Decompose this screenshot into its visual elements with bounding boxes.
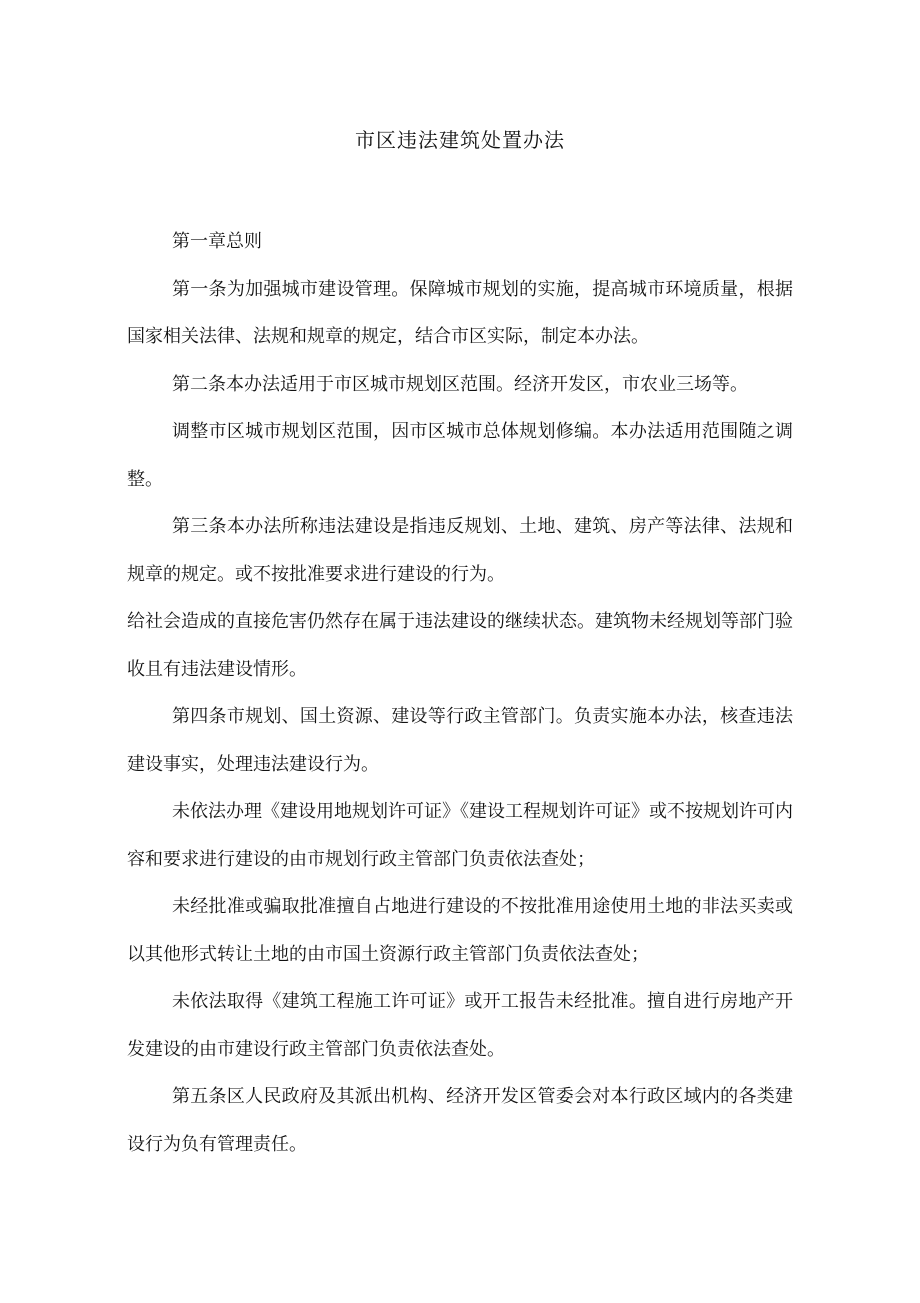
paragraph: 给社会造成的直接危害仍然存在属于违法建设的继续状态。建筑物未经规划等部门验收且有违法建设情形。	[127, 611, 793, 680]
paragraph: 第二条本办法适用于市区城市规划区范围。经济开发区，市农业三场等。	[172, 373, 748, 395]
paragraph: 未依法取得《建筑工程施工许可证》或开工报告未经批准。擅自进行房地产开发建设的由市建设行政主管部门负责依法查处。	[127, 991, 793, 1060]
document-title: 市区违法建筑处置办法	[355, 128, 565, 152]
paragraph: 未经批准或骗取批准擅自占地进行建设的不按批准用途使用土地的非法买卖或以其他形式转让土地的由市国土资源行政主管部门负责依法查处；	[127, 896, 793, 965]
paragraph: 第四条市规划、国土资源、建设等行政主管部门。负责实施本办法，核查违法建设事实，处理违法建设行为。	[127, 706, 793, 775]
chapter-heading: 第一章总则	[172, 231, 262, 252]
paragraph: 第三条本办法所称违法建设是指违反规划、土地、建筑、房产等法律、法规和规章的规定。或不按批准要求进行建设的行为。	[127, 516, 793, 585]
paragraph: 第一条为加强城市建设管理。保障城市规划的实施，提高城市环境质量，根据国家相关法律、法规和规章的规定，结合市区实际，制定本办法。	[127, 278, 793, 347]
paragraph: 第五条区人民政府及其派出机构、经济开发区管委会对本行政区域内的各类建设行为负有管理责任。	[127, 1086, 793, 1155]
document-body	[127, 218, 793, 1168]
paragraph: 未依法办理《建设用地规划许可证》《建设工程规划许可证》或不按规划许可内容和要求进行建设的由市规划行政主管部门负责依法查处；	[127, 801, 793, 870]
paragraph: 调整市区城市规划区范围，因市区城市总体规划修编。本办法适用范围随之调整。	[127, 421, 793, 490]
